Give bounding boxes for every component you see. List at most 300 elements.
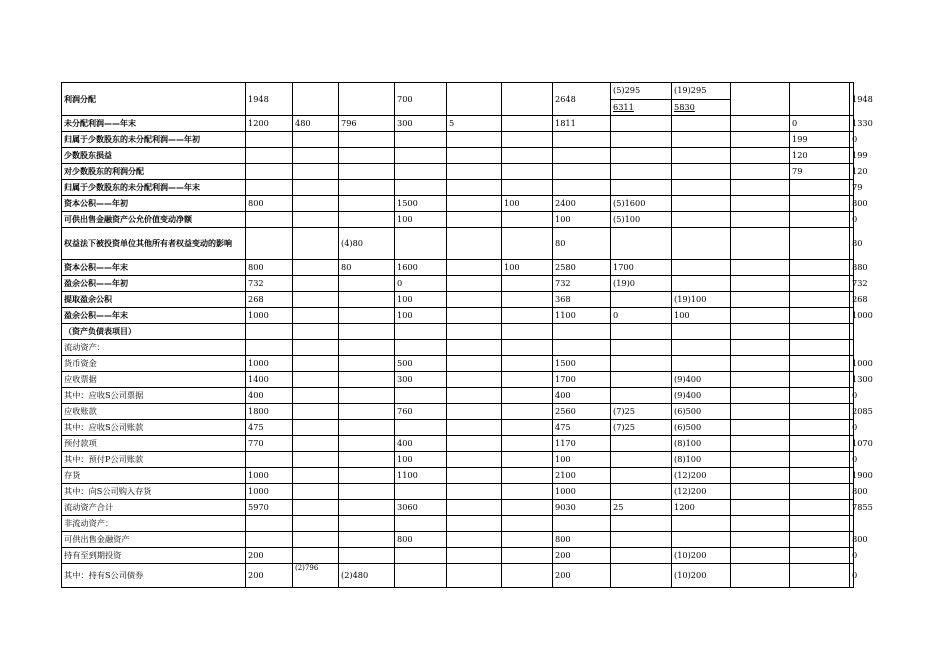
value-cell[interactable] bbox=[672, 148, 731, 164]
value-cell[interactable] bbox=[790, 276, 850, 292]
value-cell[interactable] bbox=[553, 148, 611, 164]
value-cell[interactable]: 2400 bbox=[553, 196, 611, 212]
value-cell[interactable] bbox=[339, 516, 395, 532]
empty-cell[interactable] bbox=[731, 468, 790, 484]
value-cell[interactable] bbox=[339, 468, 395, 484]
value-cell[interactable]: 80 bbox=[339, 260, 395, 276]
value-cell[interactable]: 732 bbox=[850, 276, 854, 292]
row-label[interactable]: 资本公积——年末 bbox=[62, 260, 246, 276]
value-cell[interactable] bbox=[611, 564, 672, 588]
value-cell[interactable]: 268 bbox=[246, 292, 293, 308]
value-cell[interactable] bbox=[611, 452, 672, 468]
value-cell[interactable] bbox=[611, 356, 672, 372]
value-cell[interactable]: 1000 bbox=[850, 308, 854, 324]
value-cell[interactable] bbox=[502, 180, 553, 196]
row-label[interactable]: 少数股东损益 bbox=[62, 148, 246, 164]
row-label[interactable]: 持有至到期投资 bbox=[62, 548, 246, 564]
value-cell[interactable] bbox=[293, 148, 339, 164]
value-cell[interactable] bbox=[611, 532, 672, 548]
value-cell[interactable]: 1200 bbox=[246, 116, 293, 132]
value-cell[interactable]: 200 bbox=[246, 564, 293, 588]
value-cell[interactable] bbox=[339, 180, 395, 196]
value-cell[interactable] bbox=[611, 340, 672, 356]
empty-cell[interactable] bbox=[731, 228, 790, 260]
value-cell[interactable]: 0 bbox=[395, 276, 447, 292]
empty-cell[interactable] bbox=[731, 324, 790, 340]
value-cell[interactable] bbox=[790, 388, 850, 404]
value-cell[interactable] bbox=[790, 564, 850, 588]
row-label[interactable]: 利润分配 bbox=[62, 83, 246, 116]
row-label[interactable]: 应收账款 bbox=[62, 404, 246, 420]
value-cell[interactable]: 1300 bbox=[850, 372, 854, 388]
value-cell[interactable] bbox=[502, 276, 553, 292]
value-cell[interactable] bbox=[502, 132, 553, 148]
value-cell[interactable]: (19)0 bbox=[611, 276, 672, 292]
value-cell[interactable] bbox=[790, 436, 850, 452]
value-cell[interactable] bbox=[502, 116, 553, 132]
empty-cell[interactable] bbox=[731, 276, 790, 292]
value-cell[interactable]: 80 bbox=[553, 228, 611, 260]
value-cell[interactable] bbox=[790, 404, 850, 420]
value-cell[interactable]: 200 bbox=[553, 548, 611, 564]
value-cell[interactable] bbox=[672, 356, 731, 372]
value-cell[interactable] bbox=[293, 532, 339, 548]
row-label[interactable]: 非流动资产： bbox=[62, 516, 246, 532]
row-label[interactable]: 流动资产合计 bbox=[62, 500, 246, 516]
empty-cell[interactable] bbox=[731, 516, 790, 532]
value-cell[interactable] bbox=[293, 196, 339, 212]
value-cell[interactable] bbox=[246, 516, 293, 532]
value-cell[interactable] bbox=[553, 132, 611, 148]
value-cell[interactable] bbox=[790, 500, 850, 516]
value-cell[interactable] bbox=[790, 420, 850, 436]
value-cell[interactable] bbox=[447, 356, 502, 372]
value-cell[interactable] bbox=[246, 132, 293, 148]
value-cell[interactable] bbox=[395, 164, 447, 180]
value-cell[interactable] bbox=[553, 324, 611, 340]
value-cell[interactable]: 25 bbox=[611, 500, 672, 516]
value-cell[interactable]: 732 bbox=[246, 276, 293, 292]
empty-cell[interactable] bbox=[731, 292, 790, 308]
value-cell[interactable] bbox=[790, 83, 850, 116]
value-cell[interactable]: 1000 bbox=[850, 356, 854, 372]
split-cell[interactable] bbox=[672, 83, 731, 116]
value-cell[interactable]: 5970 bbox=[246, 500, 293, 516]
value-cell[interactable]: 400 bbox=[395, 436, 447, 452]
value-cell[interactable] bbox=[447, 148, 502, 164]
empty-cell[interactable] bbox=[731, 372, 790, 388]
split-cell[interactable] bbox=[611, 83, 672, 116]
value-cell[interactable] bbox=[502, 436, 553, 452]
value-cell[interactable] bbox=[293, 260, 339, 276]
row-label[interactable]: 应收票据 bbox=[62, 372, 246, 388]
value-cell[interactable]: 1948 bbox=[850, 83, 854, 116]
value-cell[interactable]: 0 bbox=[850, 564, 854, 588]
empty-cell[interactable] bbox=[731, 564, 790, 588]
value-cell[interactable] bbox=[447, 164, 502, 180]
value-cell[interactable]: 300 bbox=[395, 372, 447, 388]
value-cell[interactable] bbox=[447, 420, 502, 436]
empty-cell[interactable] bbox=[731, 260, 790, 276]
value-cell[interactable] bbox=[293, 83, 339, 116]
value-cell[interactable] bbox=[672, 196, 731, 212]
value-cell[interactable]: (10)200 bbox=[672, 548, 731, 564]
value-cell[interactable]: 800 bbox=[850, 196, 854, 212]
value-cell[interactable]: 3060 bbox=[395, 500, 447, 516]
value-cell[interactable] bbox=[395, 180, 447, 196]
value-cell[interactable]: 368 bbox=[553, 292, 611, 308]
value-cell[interactable] bbox=[790, 212, 850, 228]
value-cell[interactable] bbox=[502, 420, 553, 436]
value-cell[interactable]: 100 bbox=[553, 452, 611, 468]
value-cell[interactable] bbox=[293, 356, 339, 372]
value-cell[interactable]: 1070 bbox=[850, 436, 854, 452]
value-cell[interactable] bbox=[293, 436, 339, 452]
value-cell[interactable]: 800 bbox=[850, 532, 854, 548]
value-cell[interactable] bbox=[447, 484, 502, 500]
row-label[interactable]: 其中：持有S公司债券 bbox=[62, 564, 246, 588]
value-cell[interactable]: (7)25 bbox=[611, 404, 672, 420]
value-cell[interactable]: 100 bbox=[395, 308, 447, 324]
value-cell[interactable]: 199 bbox=[790, 132, 850, 148]
value-cell[interactable] bbox=[672, 532, 731, 548]
value-cell[interactable]: 480 bbox=[293, 116, 339, 132]
value-cell[interactable]: 100 bbox=[502, 260, 553, 276]
value-cell[interactable]: 100 bbox=[553, 212, 611, 228]
value-cell[interactable] bbox=[502, 468, 553, 484]
value-cell[interactable]: 100 bbox=[395, 292, 447, 308]
value-cell[interactable]: 1330 bbox=[850, 116, 854, 132]
value-cell[interactable]: (9)400 bbox=[672, 372, 731, 388]
value-cell[interactable] bbox=[502, 308, 553, 324]
row-label[interactable]: 货币资金 bbox=[62, 356, 246, 372]
value-cell[interactable]: 1000 bbox=[246, 468, 293, 484]
value-cell[interactable] bbox=[246, 180, 293, 196]
value-cell[interactable]: (2)480 bbox=[339, 564, 395, 588]
row-label[interactable]: 权益法下被投资单位其他所有者权益变动的影响 bbox=[62, 228, 246, 260]
value-cell[interactable]: 800 bbox=[246, 196, 293, 212]
value-cell[interactable] bbox=[672, 340, 731, 356]
value-cell[interactable]: 1900 bbox=[850, 468, 854, 484]
value-cell[interactable]: (5)1600 bbox=[611, 196, 672, 212]
value-cell[interactable] bbox=[611, 180, 672, 196]
value-cell[interactable] bbox=[447, 516, 502, 532]
value-cell[interactable] bbox=[672, 228, 731, 260]
value-cell[interactable] bbox=[395, 148, 447, 164]
value-cell[interactable] bbox=[790, 452, 850, 468]
value-cell[interactable]: 7855 bbox=[850, 500, 854, 516]
value-cell[interactable]: 300 bbox=[395, 116, 447, 132]
value-cell[interactable]: 80 bbox=[850, 228, 854, 260]
value-cell[interactable]: 880 bbox=[850, 260, 854, 276]
value-cell[interactable] bbox=[611, 116, 672, 132]
value-cell[interactable] bbox=[447, 388, 502, 404]
value-cell[interactable] bbox=[502, 484, 553, 500]
value-cell[interactable] bbox=[611, 372, 672, 388]
value-cell[interactable]: (9)400 bbox=[672, 388, 731, 404]
value-cell[interactable] bbox=[790, 324, 850, 340]
value-cell[interactable] bbox=[553, 340, 611, 356]
value-cell[interactable] bbox=[246, 452, 293, 468]
empty-cell[interactable] bbox=[731, 212, 790, 228]
value-cell[interactable]: 1800 bbox=[246, 404, 293, 420]
value-cell[interactable] bbox=[447, 372, 502, 388]
value-cell[interactable] bbox=[293, 372, 339, 388]
value-cell[interactable] bbox=[447, 276, 502, 292]
empty-cell[interactable] bbox=[731, 548, 790, 564]
value-cell[interactable]: 2648 bbox=[553, 83, 611, 116]
value-cell[interactable] bbox=[672, 164, 731, 180]
value-cell[interactable]: 100 bbox=[395, 452, 447, 468]
value-cell[interactable]: 0 bbox=[790, 116, 850, 132]
value-cell[interactable] bbox=[293, 308, 339, 324]
value-cell[interactable] bbox=[339, 83, 395, 116]
value-cell[interactable] bbox=[395, 548, 447, 564]
value-cell[interactable]: 1700 bbox=[611, 260, 672, 276]
empty-cell[interactable] bbox=[731, 308, 790, 324]
value-cell[interactable] bbox=[293, 228, 339, 260]
value-cell[interactable] bbox=[339, 372, 395, 388]
row-label[interactable]: 存货 bbox=[62, 468, 246, 484]
value-cell[interactable] bbox=[293, 420, 339, 436]
value-cell[interactable]: 2580 bbox=[553, 260, 611, 276]
value-cell[interactable] bbox=[293, 324, 339, 340]
value-cell[interactable] bbox=[339, 452, 395, 468]
value-cell[interactable] bbox=[502, 516, 553, 532]
value-cell[interactable] bbox=[790, 548, 850, 564]
value-cell[interactable]: 475 bbox=[553, 420, 611, 436]
empty-cell[interactable] bbox=[731, 388, 790, 404]
row-label[interactable]: 归属于少数股东的未分配利润——年末 bbox=[62, 180, 246, 196]
value-cell[interactable]: 1000 bbox=[246, 356, 293, 372]
value-cell[interactable]: 400 bbox=[553, 388, 611, 404]
value-cell[interactable] bbox=[611, 148, 672, 164]
row-label[interactable]: 对少数股东的利润分配 bbox=[62, 164, 246, 180]
value-cell[interactable] bbox=[502, 532, 553, 548]
value-cell[interactable] bbox=[395, 516, 447, 532]
value-cell[interactable]: 800 bbox=[395, 532, 447, 548]
value-cell[interactable] bbox=[246, 212, 293, 228]
value-cell[interactable] bbox=[502, 164, 553, 180]
value-cell[interactable] bbox=[246, 228, 293, 260]
value-cell[interactable]: 1000 bbox=[246, 484, 293, 500]
value-cell[interactable] bbox=[293, 132, 339, 148]
value-cell[interactable] bbox=[502, 228, 553, 260]
value-cell[interactable]: 800 bbox=[553, 532, 611, 548]
value-cell[interactable]: 800 bbox=[246, 260, 293, 276]
value-cell[interactable] bbox=[395, 420, 447, 436]
value-cell[interactable] bbox=[339, 292, 395, 308]
value-cell[interactable]: 0 bbox=[850, 388, 854, 404]
value-cell[interactable] bbox=[447, 260, 502, 276]
value-cell[interactable] bbox=[611, 324, 672, 340]
value-cell[interactable] bbox=[246, 148, 293, 164]
value-cell[interactable] bbox=[246, 164, 293, 180]
value-cell[interactable] bbox=[339, 324, 395, 340]
value-cell[interactable]: 1000 bbox=[246, 308, 293, 324]
value-cell[interactable] bbox=[790, 516, 850, 532]
value-cell[interactable] bbox=[293, 404, 339, 420]
value-cell[interactable]: (6)500 bbox=[672, 420, 731, 436]
value-cell[interactable] bbox=[790, 372, 850, 388]
value-cell[interactable]: 199 bbox=[850, 148, 854, 164]
value-cell[interactable] bbox=[447, 228, 502, 260]
value-cell[interactable] bbox=[502, 340, 553, 356]
value-cell[interactable]: 2100 bbox=[553, 468, 611, 484]
value-cell[interactable] bbox=[339, 276, 395, 292]
value-cell[interactable]: 1100 bbox=[553, 308, 611, 324]
value-cell[interactable] bbox=[293, 180, 339, 196]
row-label[interactable]: 流动资产： bbox=[62, 340, 246, 356]
value-cell[interactable] bbox=[447, 292, 502, 308]
empty-cell[interactable] bbox=[731, 116, 790, 132]
value-cell[interactable] bbox=[339, 404, 395, 420]
value-cell[interactable]: 1500 bbox=[395, 196, 447, 212]
value-cell[interactable]: 0 bbox=[850, 132, 854, 148]
value-cell[interactable] bbox=[246, 532, 293, 548]
empty-cell[interactable] bbox=[731, 83, 790, 116]
row-label[interactable]: 归属于少数股东的未分配利润——年初 bbox=[62, 132, 246, 148]
value-cell[interactable] bbox=[395, 340, 447, 356]
value-cell[interactable] bbox=[502, 564, 553, 588]
value-cell[interactable]: 770 bbox=[246, 436, 293, 452]
empty-cell[interactable] bbox=[731, 484, 790, 500]
value-cell[interactable] bbox=[790, 292, 850, 308]
value-cell[interactable] bbox=[447, 83, 502, 116]
value-cell[interactable]: 475 bbox=[246, 420, 293, 436]
value-cell[interactable]: 1100 bbox=[395, 468, 447, 484]
value-cell[interactable]: 0 bbox=[850, 452, 854, 468]
value-cell[interactable] bbox=[339, 548, 395, 564]
value-cell[interactable]: 120 bbox=[790, 148, 850, 164]
value-cell[interactable] bbox=[672, 276, 731, 292]
value-cell[interactable] bbox=[790, 468, 850, 484]
value-cell[interactable] bbox=[850, 516, 854, 532]
empty-cell[interactable] bbox=[731, 180, 790, 196]
empty-cell[interactable] bbox=[731, 164, 790, 180]
value-cell[interactable] bbox=[850, 340, 854, 356]
value-cell[interactable]: (5)100 bbox=[611, 212, 672, 228]
value-cell[interactable]: 79 bbox=[790, 164, 850, 180]
value-cell[interactable] bbox=[447, 548, 502, 564]
value-cell[interactable] bbox=[293, 548, 339, 564]
value-cell[interactable]: 800 bbox=[850, 484, 854, 500]
row-label[interactable]: 盈余公积——年末 bbox=[62, 308, 246, 324]
value-cell[interactable] bbox=[611, 516, 672, 532]
value-cell[interactable] bbox=[395, 228, 447, 260]
value-cell[interactable] bbox=[672, 116, 731, 132]
value-cell[interactable]: 0 bbox=[850, 420, 854, 436]
value-cell[interactable]: (10)200 bbox=[672, 564, 731, 588]
value-cell[interactable] bbox=[611, 468, 672, 484]
value-cell[interactable]: 796 bbox=[339, 116, 395, 132]
value-cell[interactable]: 0 bbox=[611, 308, 672, 324]
value-cell[interactable] bbox=[672, 212, 731, 228]
value-cell[interactable]: 1600 bbox=[395, 260, 447, 276]
value-cell[interactable]: 200 bbox=[246, 548, 293, 564]
value-cell[interactable] bbox=[672, 180, 731, 196]
value-cell[interactable] bbox=[502, 324, 553, 340]
empty-cell[interactable] bbox=[731, 436, 790, 452]
value-cell[interactable] bbox=[790, 532, 850, 548]
empty-cell[interactable] bbox=[731, 196, 790, 212]
value-cell[interactable] bbox=[447, 196, 502, 212]
row-label[interactable]: 预付款项 bbox=[62, 436, 246, 452]
value-cell[interactable] bbox=[611, 132, 672, 148]
value-cell[interactable] bbox=[339, 532, 395, 548]
value-cell[interactable] bbox=[790, 180, 850, 196]
value-cell[interactable]: 100 bbox=[395, 212, 447, 228]
value-cell[interactable]: 0 bbox=[850, 212, 854, 228]
value-cell[interactable] bbox=[339, 148, 395, 164]
value-cell[interactable]: 1170 bbox=[553, 436, 611, 452]
value-cell[interactable] bbox=[246, 324, 293, 340]
value-cell[interactable] bbox=[502, 212, 553, 228]
value-cell[interactable]: 1948 bbox=[246, 83, 293, 116]
value-cell[interactable] bbox=[339, 420, 395, 436]
value-cell[interactable] bbox=[790, 484, 850, 500]
value-cell[interactable] bbox=[790, 356, 850, 372]
value-cell[interactable] bbox=[293, 516, 339, 532]
value-cell[interactable]: (8)100 bbox=[672, 452, 731, 468]
value-cell[interactable] bbox=[502, 388, 553, 404]
value-cell[interactable] bbox=[293, 292, 339, 308]
value-cell[interactable]: 100 bbox=[672, 308, 731, 324]
value-cell[interactable] bbox=[339, 196, 395, 212]
value-cell[interactable] bbox=[850, 324, 854, 340]
value-cell[interactable]: (7)25 bbox=[611, 420, 672, 436]
value-cell[interactable]: (19)100 bbox=[672, 292, 731, 308]
value-cell[interactable] bbox=[502, 372, 553, 388]
value-cell[interactable] bbox=[553, 180, 611, 196]
value-cell[interactable] bbox=[790, 260, 850, 276]
value-cell[interactable]: 700 bbox=[395, 83, 447, 116]
value-cell[interactable] bbox=[447, 180, 502, 196]
empty-cell[interactable] bbox=[731, 532, 790, 548]
row-label[interactable]: 资本公积——年初 bbox=[62, 196, 246, 212]
value-cell[interactable] bbox=[339, 388, 395, 404]
value-cell[interactable] bbox=[502, 292, 553, 308]
empty-cell[interactable] bbox=[731, 148, 790, 164]
value-cell[interactable] bbox=[339, 308, 395, 324]
value-cell[interactable] bbox=[293, 212, 339, 228]
value-cell[interactable] bbox=[246, 340, 293, 356]
value-cell[interactable] bbox=[395, 484, 447, 500]
empty-cell[interactable] bbox=[731, 500, 790, 516]
value-cell[interactable] bbox=[339, 356, 395, 372]
value-cell[interactable] bbox=[293, 388, 339, 404]
row-label[interactable]: 其中：应收S公司账款 bbox=[62, 420, 246, 436]
row-label[interactable]: （资产负债表项目） bbox=[62, 324, 246, 340]
value-cell[interactable] bbox=[339, 484, 395, 500]
value-cell[interactable] bbox=[611, 548, 672, 564]
value-cell[interactable] bbox=[339, 340, 395, 356]
value-cell[interactable] bbox=[790, 196, 850, 212]
value-cell[interactable] bbox=[790, 308, 850, 324]
value-cell[interactable]: 1811 bbox=[553, 116, 611, 132]
value-cell[interactable] bbox=[447, 308, 502, 324]
value-cell[interactable] bbox=[339, 500, 395, 516]
value-cell[interactable]: (12)200 bbox=[672, 468, 731, 484]
value-cell[interactable] bbox=[672, 260, 731, 276]
value-cell[interactable] bbox=[447, 452, 502, 468]
value-cell[interactable] bbox=[395, 132, 447, 148]
value-cell[interactable]: 5 bbox=[447, 116, 502, 132]
value-cell[interactable] bbox=[611, 292, 672, 308]
value-cell[interactable] bbox=[502, 548, 553, 564]
value-cell[interactable] bbox=[447, 132, 502, 148]
value-cell[interactable]: 1200 bbox=[672, 500, 731, 516]
